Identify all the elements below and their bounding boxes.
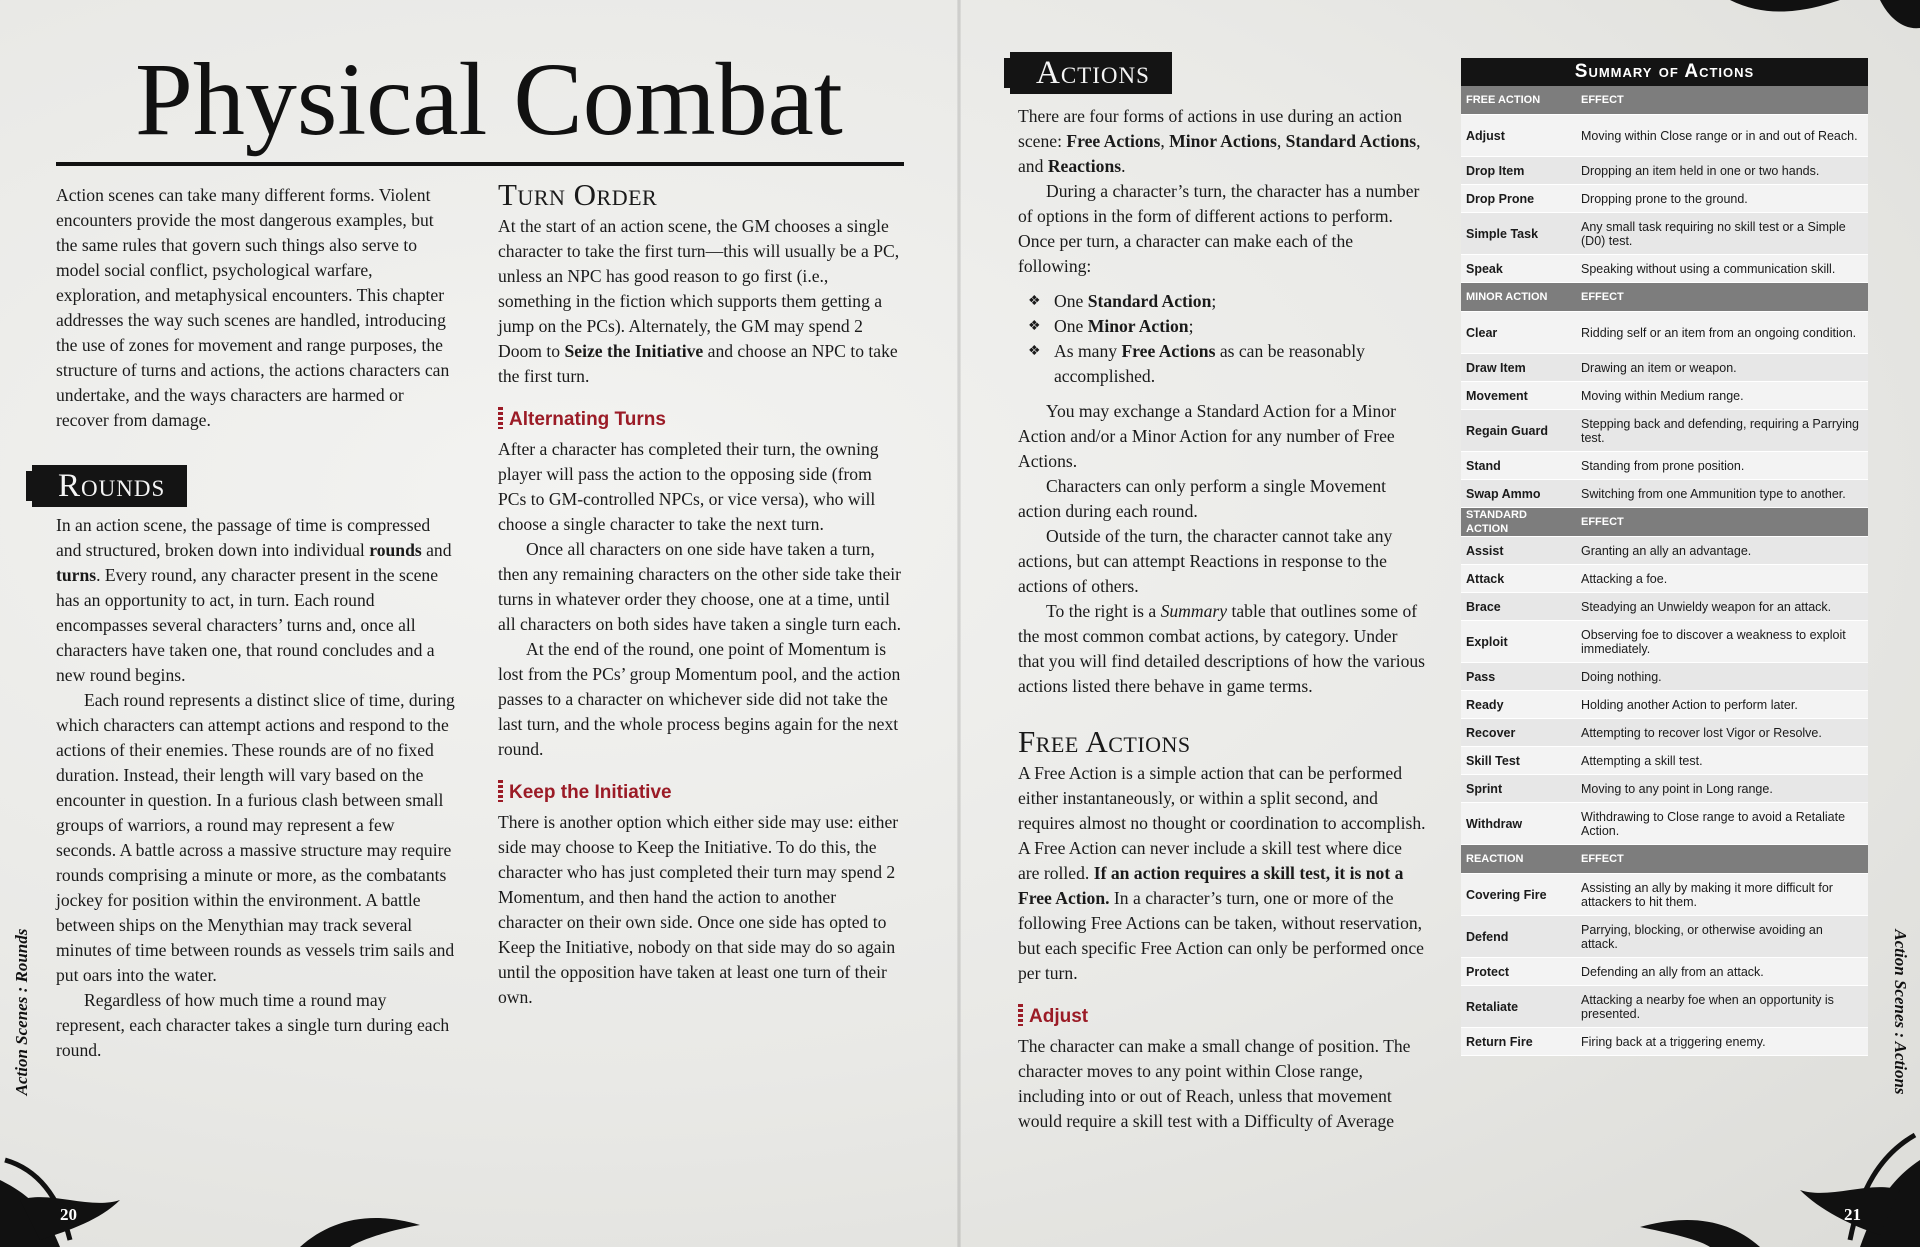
action-effect: Any small task requiring no skill test or a Simple (D0) test. (1576, 213, 1868, 255)
action-effect: Observing foe to discover a weakness to exploit immediately. (1576, 621, 1868, 663)
bullet-item (1028, 289, 1426, 314)
action-effect: Attacking a nearby foe when an opportunity is presented. (1576, 986, 1868, 1028)
action-name: Brace (1461, 593, 1576, 621)
bullet-item (1028, 339, 1426, 389)
middle-column (498, 176, 902, 1010)
actions-paragraph-1 (1018, 104, 1426, 179)
table-row (1461, 747, 1868, 775)
table-row (1461, 382, 1868, 410)
action-effect: Firing back at a triggering enemy. (1576, 1028, 1868, 1056)
actions-banner-wrap (1010, 52, 1426, 94)
action-effect: Speaking without using a communication skill. (1576, 255, 1868, 283)
text-run: One (1054, 291, 1088, 311)
table-body (1461, 86, 1868, 1056)
turn-order-heading: Turn Order (498, 177, 658, 212)
action-name: Movement (1461, 382, 1576, 410)
bullet-icon: ❖ (1028, 294, 1041, 309)
action-name: Pass (1461, 663, 1576, 691)
table-row (1461, 958, 1868, 986)
action-name: Drop Item (1461, 157, 1576, 185)
side-label-right: Action Scenes : Actions (1891, 929, 1910, 1095)
action-name: Retaliate (1461, 986, 1576, 1028)
action-effect: Parrying, blocking, or otherwise avoiding an attack. (1576, 916, 1868, 958)
action-name: Covering Fire (1461, 874, 1576, 916)
bold-term: Minor Actions (1169, 131, 1277, 151)
actions-paragraph-6 (1018, 599, 1426, 699)
effect-header: EFFECT (1576, 86, 1868, 115)
table-row (1461, 565, 1868, 593)
rounds-paragraph-1 (56, 513, 456, 688)
bullet-item (1028, 314, 1426, 339)
free-actions-paragraph (1018, 761, 1426, 986)
text-run: , and (1018, 131, 1421, 176)
keep-paragraph: There is another option which either side may use: either side may choose to Keep the Initiative. To do this, the character who has just completed their turn may spend 2 Momentum, and then hand the action to another character on their own side. Once one side has opted to Keep the Initiative, nobody on that side may do so again until the opposition have taken at least one turn of their own. (498, 812, 899, 1007)
action-effect: Defending an ally from an attack. (1576, 958, 1868, 986)
action-name: Swap Ammo (1461, 480, 1576, 508)
action-effect: Attacking a foe. (1576, 565, 1868, 593)
category-label: STANDARD ACTION (1461, 508, 1576, 537)
action-effect: Dropping an item held in one or two hands. (1576, 157, 1868, 185)
bold-term-rounds: rounds (369, 540, 422, 560)
table-row (1461, 185, 1868, 213)
bold-term: Free Actions (1066, 131, 1161, 151)
action-effect: Doing nothing. (1576, 663, 1868, 691)
actions-bullet-list (1028, 289, 1426, 389)
action-name: Draw Item (1461, 354, 1576, 382)
text-run: A Free Action is a simple action that can be performed either instantaneously, or within a split second, and requires almost no thought or coordination to accomplish. A Free Action can never include a skill test where dice are rolled. (1018, 763, 1426, 883)
category-label: REACTION (1461, 845, 1576, 874)
action-effect: Moving to any point in Long range. (1576, 775, 1868, 803)
title-rule (56, 162, 904, 166)
table-row (1461, 354, 1868, 382)
text-run: , (1160, 131, 1170, 151)
text-run: There are four forms of actions in use during an action scene: (1018, 106, 1402, 151)
turn-order-paragraph (498, 214, 902, 389)
table-row (1461, 986, 1868, 1028)
effect-header: EFFECT (1576, 508, 1868, 537)
table-row (1461, 1028, 1868, 1056)
actions-paragraph-5: Outside of the turn, the character cannot take any actions, but can attempt Reactions in response to the actions of others. (1018, 526, 1393, 596)
heading-text: Keep the Initiative (509, 782, 672, 803)
text-run: . Every round, any character present in the scene has an opportunity to act, in turn. Each round encompasses several characters’ turns and, once all characters have taken one, that round concludes and a new round begins. (56, 565, 439, 685)
bold-term: Free Actions (1121, 341, 1216, 361)
italic-term: Summary (1160, 601, 1228, 621)
table-row (1461, 874, 1868, 916)
ink-flourish-bottom-left (0, 1140, 140, 1247)
bold-term: Minor Action (1087, 316, 1189, 336)
table-category-row (1461, 283, 1868, 312)
table-row (1461, 775, 1868, 803)
table-row (1461, 213, 1868, 255)
ink-flourish-bottom-right (1780, 1130, 1920, 1247)
text-run: , (1276, 131, 1286, 151)
summary-of-actions-table (1461, 58, 1868, 1056)
text-run: At the start of an action scene, the GM chooses a single character to take the first turn—this will usually be a PC, unless an NPC has good reason to go first (i.e., something in the fiction which supports them getting a jump on the PCs). Alternately, the GM may spend 2 Doom to (498, 216, 900, 361)
action-name: Adjust (1461, 115, 1576, 157)
bullet-icon: ❖ (1028, 319, 1041, 334)
category-label: FREE ACTION (1461, 86, 1576, 115)
table-row (1461, 452, 1868, 480)
text-run: and (421, 540, 452, 560)
effect-header: EFFECT (1576, 283, 1868, 312)
action-name: Assist (1461, 537, 1576, 565)
action-effect: Attempting to recover lost Vigor or Resolve. (1576, 719, 1868, 747)
text-run: In a character’s turn, one or more of the following Free Actions can be taken, without reservation, but each specific Free Action can only be performed once per turn. (1018, 888, 1424, 983)
action-name: Stand (1461, 452, 1576, 480)
action-effect: Stepping back and defending, requiring a Parrying test. (1576, 410, 1868, 452)
table-row (1461, 115, 1868, 157)
bold-term-seize: Seize the Initiative (564, 341, 704, 361)
rounds-heading: Rounds (32, 465, 187, 507)
action-name: Ready (1461, 691, 1576, 719)
text-run: One (1054, 316, 1088, 336)
action-effect: Dropping prone to the ground. (1576, 185, 1868, 213)
left-column (56, 183, 456, 1063)
table-row (1461, 537, 1868, 565)
table-row (1461, 691, 1868, 719)
table-row (1461, 663, 1868, 691)
action-name: Withdraw (1461, 803, 1576, 845)
action-name: Sprint (1461, 775, 1576, 803)
table-row (1461, 480, 1868, 508)
text-run: and choose an NPC to take the first turn. (498, 341, 898, 386)
action-effect: Moving within Close range or in and out of Reach. (1576, 115, 1868, 157)
actions-heading: Actions (1010, 52, 1172, 94)
table-row (1461, 803, 1868, 845)
action-effect: Drawing an item or weapon. (1576, 354, 1868, 382)
action-effect: Attempting a skill test. (1576, 747, 1868, 775)
table-row (1461, 916, 1868, 958)
table-row (1461, 593, 1868, 621)
table-row (1461, 621, 1868, 663)
text-run: ; (1188, 316, 1194, 336)
rounds-banner-wrap (32, 465, 456, 507)
action-name: Regain Guard (1461, 410, 1576, 452)
action-effect: Holding another Action to perform later. (1576, 691, 1868, 719)
ink-flourish-top-right (1730, 0, 1920, 40)
text-run: As many (1054, 341, 1122, 361)
action-name: Drop Prone (1461, 185, 1576, 213)
keep-initiative-heading (498, 780, 902, 806)
table-row (1461, 312, 1868, 354)
table-row (1461, 255, 1868, 283)
action-effect: Steadying an Unwieldy weapon for an attack. (1576, 593, 1868, 621)
bold-term: Standard Action (1087, 291, 1212, 311)
action-effect: Assisting an ally by making it more difficult for attackers to hit them. (1576, 874, 1868, 916)
ink-flourish-bottom-right-2 (1640, 1175, 1760, 1247)
action-name: Return Fire (1461, 1028, 1576, 1056)
table-row (1461, 410, 1868, 452)
action-effect: Withdrawing to Close range to avoid a Retaliate Action. (1576, 803, 1868, 845)
page-number-right: 21 (1844, 1205, 1861, 1224)
action-name: Recover (1461, 719, 1576, 747)
heading-marker (1018, 1004, 1023, 1026)
table-category-row (1461, 845, 1868, 874)
action-name: Simple Task (1461, 213, 1576, 255)
rounds-paragraph-3: Regardless of how much time a round may represent, each character takes a single turn during each round. (56, 990, 450, 1060)
action-name: Speak (1461, 255, 1576, 283)
page-title: Physical Combat (135, 42, 843, 157)
text-run: In an action scene, the passage of time is compressed and structured, broken down into individual (56, 515, 431, 560)
effect-header: EFFECT (1576, 845, 1868, 874)
text-run: To the right is a (1046, 601, 1161, 621)
alternating-turns-heading (498, 407, 902, 433)
actions-paragraph-3: You may exchange a Standard Action for a Minor Action and/or a Minor Action for any number of Free Actions. (1018, 401, 1397, 471)
rounds-paragraph-2: Each round represents a distinct slice of time, during which characters can attempt actions and respond to the actions of their enemies. These rounds are of no fixed duration. Instead, their length will vary based on the encounter in question. In a furious clash between small groups of warriors, a round may represent a few seconds. A battle across a massive structure may require rounds comprising a minute or more, as the combatants jockey for position within the environment. A battle between ships on the Menythian may track several minutes of time between rounds as vessels trim sails and put oars into the water. (56, 690, 455, 985)
action-name: Exploit (1461, 621, 1576, 663)
adjust-heading (1018, 1004, 1426, 1030)
action-effect: Moving within Medium range. (1576, 382, 1868, 410)
right-column (1018, 52, 1426, 1134)
action-effect: Standing from prone position. (1576, 452, 1868, 480)
table-category-row (1461, 86, 1868, 115)
bullet-icon: ❖ (1028, 344, 1041, 359)
alt-paragraph-1: After a character has completed their turn, the owning player will pass the action to the opposing side (from PCs to GM-controlled NPCs, or vice versa), who will choose a single character to take the next turn. (498, 439, 879, 534)
bold-term: If an action requires a skill test, it is not a Free Action. (1018, 863, 1404, 908)
bold-term-turns: turns (56, 565, 97, 585)
actions-paragraph-2: During a character’s turn, the character has a number of options in the form of different actions to perform. Once per turn, a character can make each of the following: (1018, 181, 1420, 276)
table-category-row (1461, 508, 1868, 537)
category-label: MINOR ACTION (1461, 283, 1576, 312)
ink-flourish-bottom-left-2 (300, 1170, 420, 1247)
text-run: . (1121, 156, 1126, 176)
alt-paragraph-3: At the end of the round, one point of Momentum is lost from the PCs’ group Momentum pool, and the action passes to a character on whichever side did not take the last turn, and the whole process begins again for the next round. (498, 639, 901, 759)
action-name: Defend (1461, 916, 1576, 958)
adjust-paragraph: The character can make a small change of position. The character moves to any point within Close range, including into or out of Reach, unless that movement would require a skill test with a Difficulty of Average (1018, 1036, 1411, 1131)
action-name: Clear (1461, 312, 1576, 354)
action-name: Protect (1461, 958, 1576, 986)
action-name: Attack (1461, 565, 1576, 593)
bold-term: Standard Actions (1285, 131, 1417, 151)
bold-term: Reactions (1047, 156, 1122, 176)
page-gutter (957, 0, 961, 1247)
intro-paragraph: Action scenes can take many different forms. Violent encounters provide the most dangerous examples, but the same rules that govern such things also serve to model social conflict, psychological warfare, exploration, and metaphysical encounters. This chapter addresses the way such scenes are handled, introducing the use of zones for movement and range purposes, the structure of turns and actions, the actions characters can undertake, and the ways characters are harmed or recover from damage. (56, 185, 450, 430)
table-caption: Summary of Actions (1461, 58, 1868, 86)
alt-paragraph-2: Once all characters on one side have taken a turn, then any remaining characters on the other side take their turns in whatever order they choose, one at a time, until all characters on both sides have taken a single turn each. (498, 539, 902, 634)
heading-marker (498, 780, 503, 802)
table-row (1461, 157, 1868, 185)
heading-text: Adjust (1029, 1006, 1089, 1027)
free-actions-heading: Free Actions (1018, 724, 1191, 759)
action-effect: Granting an ally an advantage. (1576, 537, 1868, 565)
heading-text: Alternating Turns (509, 409, 666, 430)
action-effect: Ridding self or an item from an ongoing condition. (1576, 312, 1868, 354)
action-name: Skill Test (1461, 747, 1576, 775)
table-row (1461, 719, 1868, 747)
action-effect: Switching from one Ammunition type to another. (1576, 480, 1868, 508)
page-number-left: 20 (60, 1205, 77, 1224)
actions-paragraph-4: Characters can only perform a single Movement action during each round. (1018, 476, 1387, 521)
heading-marker (498, 407, 503, 429)
text-run: ; (1211, 291, 1217, 311)
text-run: as can be reasonably accomplished. (1054, 341, 1365, 386)
side-label-left: Action Scenes : Rounds (12, 928, 31, 1096)
text-run: table that outlines some of the most common combat actions, by category. Under that you will find detailed descriptions of how the various actions listed there behave in game terms. (1018, 601, 1426, 696)
